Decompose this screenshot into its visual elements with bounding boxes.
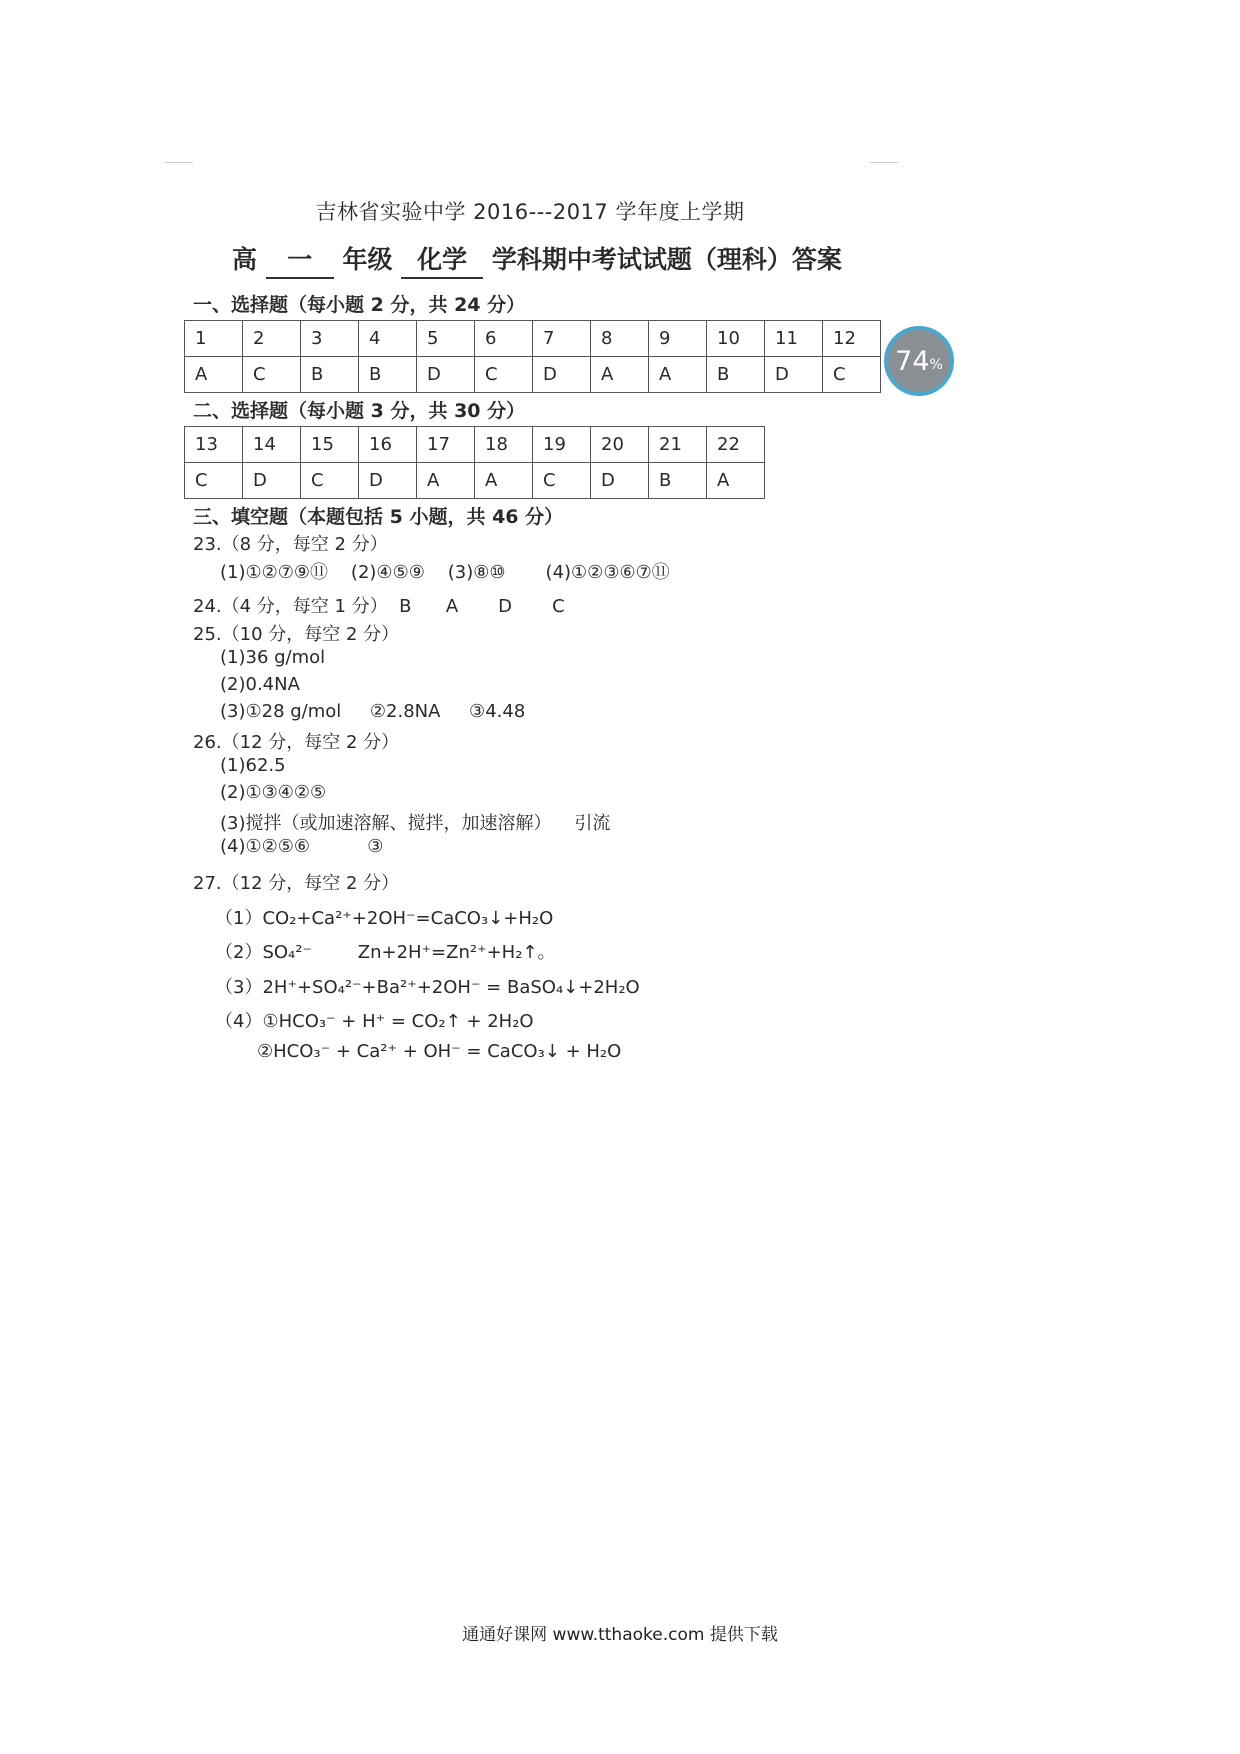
q27-answer-4b: ②HCO₃⁻ + Ca²⁺ + OH⁻ = CaCO₃↓ + H₂O	[257, 1041, 622, 1062]
table-cell: A	[649, 357, 707, 393]
table-cell: 6	[475, 321, 533, 357]
exam-title	[232, 240, 842, 279]
q24-answer: 24.（4 分，每空 1 分） B A D C	[193, 596, 565, 617]
table1-numbers-row	[185, 321, 881, 357]
q27-header: 27.（12 分，每空 2 分）	[193, 873, 400, 894]
q26-answer-3: (3)搅拌（或加速溶解、搅拌，加速溶解） 引流	[220, 813, 611, 834]
table-cell: D	[533, 357, 591, 393]
table-cell: 13	[185, 427, 243, 463]
q26-answer-4: (4)①②⑤⑥ ③	[220, 836, 384, 857]
table1-answers-row	[185, 357, 881, 393]
table-cell: 16	[359, 427, 417, 463]
table-cell: C	[533, 463, 591, 499]
q26-answer-2: (2)①③④②⑤	[220, 782, 327, 803]
table-cell: D	[591, 463, 649, 499]
q27-answer-1: （1）CO₂+Ca²⁺+2OH⁻=CaCO₃↓+H₂O	[215, 908, 554, 929]
table-cell: D	[243, 463, 301, 499]
table-cell: A	[417, 463, 475, 499]
q26-header: 26.（12 分，每空 2 分）	[193, 732, 400, 753]
table-cell: 7	[533, 321, 591, 357]
title-prefix: 高	[232, 245, 258, 274]
table-cell: 1	[185, 321, 243, 357]
table-cell: C	[185, 463, 243, 499]
table-cell: 10	[707, 321, 765, 357]
table-cell: 11	[765, 321, 823, 357]
table-cell: C	[475, 357, 533, 393]
table-cell: A	[185, 357, 243, 393]
q25-answer-1: (1)36 g/mol	[220, 647, 326, 668]
table-cell: B	[649, 463, 707, 499]
corner-mark-left	[165, 162, 193, 163]
q27-answer-4a: （4）①HCO₃⁻ + H⁺ = CO₂↑ + 2H₂O	[215, 1011, 534, 1032]
table-cell: 2	[243, 321, 301, 357]
table-cell: 3	[301, 321, 359, 357]
q27-answer-2: （2）SO₄²⁻ Zn+2H⁺=Zn²⁺+H₂↑。	[215, 942, 556, 963]
q26-answer-1: (1)62.5	[220, 755, 286, 776]
table-cell: 19	[533, 427, 591, 463]
table-cell: 9	[649, 321, 707, 357]
answer-table-2	[184, 426, 765, 499]
table-cell: A	[591, 357, 649, 393]
q25-header: 25.（10 分，每空 2 分）	[193, 624, 400, 645]
table-cell: 22	[707, 427, 765, 463]
q23-header: 23.（8 分，每空 2 分）	[193, 534, 388, 555]
table-cell: B	[301, 357, 359, 393]
table-cell: 8	[591, 321, 649, 357]
table-cell: D	[417, 357, 475, 393]
title-grade-fill: 一	[266, 240, 334, 279]
table-cell: C	[301, 463, 359, 499]
q25-answer-3: (3)①28 g/mol ②2.8NA ③4.48	[220, 701, 526, 722]
school-title: 吉林省实验中学 2016---2017 学年度上学期	[315, 200, 745, 224]
q25-answer-2: (2)0.4NA	[220, 674, 300, 695]
table-cell: 14	[243, 427, 301, 463]
table-cell: 5	[417, 321, 475, 357]
section3-heading: 三、填空题（本题包括 5 小题，共 46 分）	[193, 506, 564, 528]
progress-badge[interactable]	[884, 326, 954, 396]
table2-answers-row	[185, 463, 765, 499]
answer-table-1	[184, 320, 881, 393]
table-cell: 20	[591, 427, 649, 463]
table-cell: D	[765, 357, 823, 393]
table-cell: 17	[417, 427, 475, 463]
table-cell: B	[359, 357, 417, 393]
q27-answer-3: （3）2H⁺+SO₄²⁻+Ba²⁺+2OH⁻ = BaSO₄↓+2H₂O	[215, 977, 640, 998]
title-subject-fill: 化学	[401, 240, 483, 279]
table-cell: 21	[649, 427, 707, 463]
table-cell: 18	[475, 427, 533, 463]
table-cell: 15	[301, 427, 359, 463]
q23-answer: (1)①②⑦⑨⑪ (2)④⑤⑨ (3)⑧⑩ (4)①②③⑥⑦⑪	[220, 562, 670, 583]
section2-heading: 二、选择题（每小题 3 分，共 30 分）	[193, 400, 526, 422]
progress-badge-value: 74	[895, 345, 930, 377]
table-cell: 12	[823, 321, 881, 357]
table-cell: A	[707, 463, 765, 499]
table-cell: C	[243, 357, 301, 393]
title-grade-suffix: 年级	[342, 245, 393, 274]
corner-mark-right	[870, 162, 898, 163]
title-suffix: 学科期中考试试题（理科）答案	[491, 245, 842, 274]
table-cell: A	[475, 463, 533, 499]
table-cell: D	[359, 463, 417, 499]
progress-badge-unit: %	[929, 357, 943, 373]
table2-numbers-row	[185, 427, 765, 463]
footer-note: 通通好课网 www.tthaoke.com 提供下载	[462, 1625, 778, 1645]
table-cell: B	[707, 357, 765, 393]
table-cell: C	[823, 357, 881, 393]
section1-heading: 一、选择题（每小题 2 分，共 24 分）	[193, 294, 526, 316]
table-cell: 4	[359, 321, 417, 357]
